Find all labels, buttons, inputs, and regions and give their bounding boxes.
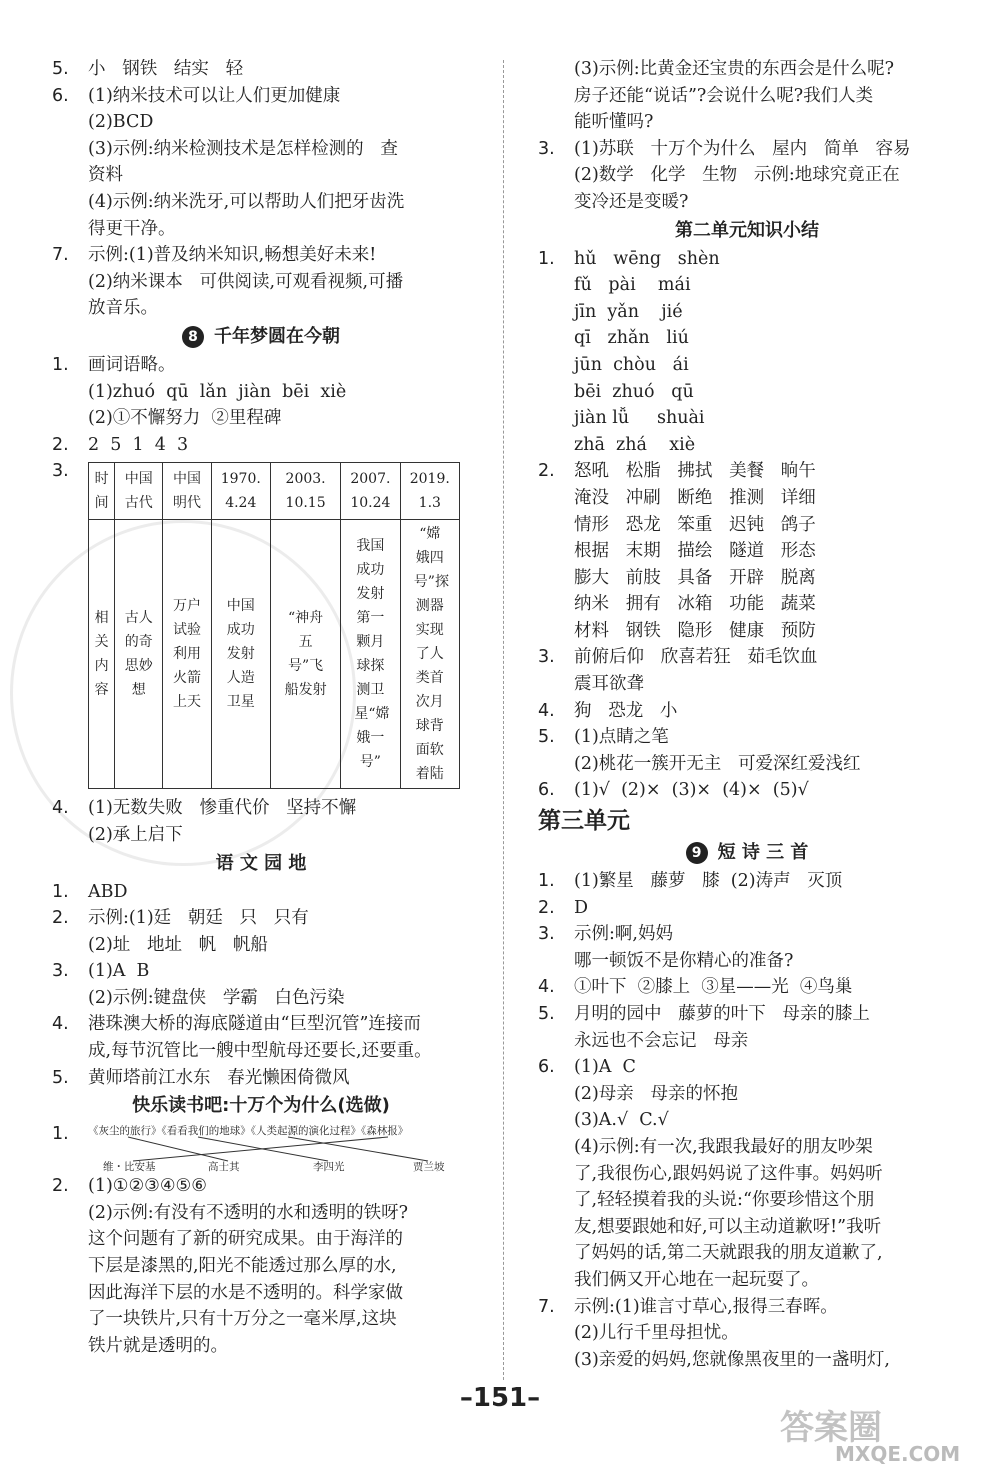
answer-line: 5. 黄师塔前江水东 春光懒困倚微风 bbox=[52, 1067, 350, 1088]
yuwen-yuandi-heading: 语 文 园 地 bbox=[215, 852, 307, 874]
answer-line: 7. 示例:(1)谁言寸草心,报得三春晖。 bbox=[538, 1296, 838, 1317]
answer-line: zhā zhá xiè bbox=[574, 434, 696, 455]
answer-line: 5. 小 钢铁 结实 轻 bbox=[52, 59, 244, 79]
answer-line: (2)BCD bbox=[88, 112, 154, 133]
answer-line: (2)承上启下 bbox=[88, 824, 183, 845]
answer-line: 了,我很伤心,跟妈妈说了这件事。妈妈听 bbox=[574, 1163, 883, 1184]
timeline-header-cell: 中国明代 bbox=[163, 463, 211, 520]
unit-2-summary-heading: 第二单元知识小结 bbox=[675, 219, 819, 241]
answer-line: (3)A.√ C.√ bbox=[574, 1110, 669, 1131]
unit-2-summary-answers bbox=[538, 246, 956, 804]
reading-answers bbox=[52, 1173, 470, 1359]
timeline-content-cell: 我国成功发射第一颗月球探测卫星“嫦娥一号” bbox=[341, 520, 400, 789]
answer-line: 2. 示例:(1)廷 朝廷 只 只有 bbox=[52, 908, 309, 929]
answer-line: (2)①不懈努力 ②里程碑 bbox=[88, 408, 282, 429]
answer-line: 纳米 拥有 冰箱 功能 蔬菜 bbox=[574, 594, 816, 615]
answer-line: qī zhǎn liú bbox=[574, 328, 689, 349]
right-column bbox=[538, 56, 956, 1373]
answer-line: 2. 2 5 1 4 3 bbox=[52, 434, 189, 455]
answer-line: 3. 前俯后仰 欣喜若狂 茹毛饮血 bbox=[538, 647, 818, 668]
author-label: 维・比安基 bbox=[103, 1161, 156, 1174]
answer-line: 1. hǔ wēng shèn bbox=[538, 248, 720, 269]
answer-line: 3. (1)A B bbox=[52, 961, 150, 982]
answer-line: 1. (1)繁星 藤萝 膝 (2)涛声 灭顶 bbox=[538, 871, 843, 892]
answer-line: 2. 怒吼 松脂 拂拭 美餐 晌午 bbox=[538, 461, 816, 482]
lesson-9-answers bbox=[538, 868, 956, 1373]
timeline-content-row bbox=[89, 520, 460, 789]
author-label: 高士其 bbox=[208, 1161, 240, 1174]
timeline-header-cell: 2003. 10.15 bbox=[270, 463, 340, 520]
timeline-table bbox=[88, 462, 460, 789]
answer-line: (3)示例:比黄金还宝贵的东西会是什么呢? bbox=[574, 59, 895, 79]
book-author-matching bbox=[88, 1123, 468, 1173]
timeline-content-cell: “嫦娥四号”探测器实现了人类首次月球背面软着陆 bbox=[400, 520, 459, 789]
answer-line: (4)示例:纳米洗牙,可以帮助人们把牙齿洗 bbox=[88, 191, 405, 212]
answer-line: 了一块铁片,只有十万分之一毫米厚,这块 bbox=[88, 1309, 397, 1330]
answer-line: 了妈妈的话,第二天就跟我的朋友道歉了, bbox=[574, 1243, 883, 1264]
answer-line: 2. D bbox=[538, 897, 589, 918]
answer-line: 我们俩又开心地在一起玩耍了。 bbox=[574, 1269, 819, 1290]
lesson-8-more-answers bbox=[52, 795, 470, 848]
book-titles: 《灰尘的旅行》《看看我们的地球》《人类起源的演化过程》《森林报》 bbox=[88, 1125, 409, 1138]
timeline-header-cell: 时间 bbox=[89, 463, 115, 520]
answer-line: (2)纳米课本 可供阅读,可观看视频,可播 bbox=[88, 271, 404, 292]
left-top-answers bbox=[52, 56, 470, 322]
watermark-site: MXQE.COM bbox=[835, 1442, 961, 1466]
timeline-content-cell: “神舟五号”飞船发射 bbox=[270, 520, 340, 789]
yuwen-yuandi-answers bbox=[52, 879, 470, 1092]
answer-line: 3. (1)苏联 十万个为什么 屋内 简单 容易 bbox=[538, 138, 911, 159]
answer-line: 这个问题有了新的研究成果。由于海洋的 bbox=[88, 1229, 403, 1250]
lesson-8-heading: 8 千年梦圆在今朝 bbox=[52, 322, 470, 352]
answer-line: 5. 月明的园中 藤萝的叶下 母亲的膝上 bbox=[538, 1004, 870, 1024]
reading-heading: 快乐读书吧:十万个为什么(选做) bbox=[132, 1095, 390, 1117]
answer-line: (2)数学 化学 生物 示例:地球究竟正在 bbox=[574, 165, 900, 186]
answer-line: 能听懂吗? bbox=[574, 112, 654, 133]
answer-line: 淹没 冲刷 断绝 推测 详细 bbox=[574, 487, 816, 508]
timeline-content-cell: 中国成功发射人造卫星 bbox=[211, 520, 270, 789]
author-label: 贾兰坡 bbox=[413, 1161, 445, 1174]
answer-line: 4. 狗 恐龙 小 bbox=[538, 700, 678, 721]
answer-line: 成,每节沉管比一艘中型航母还要长,还要重。 bbox=[88, 1041, 432, 1062]
watermark-logo: 答案圈 bbox=[780, 1408, 882, 1448]
lesson-number-badge: 9 bbox=[686, 842, 708, 864]
answer-line: 下层是漆黑的,阳光不能透过那么厚的水, bbox=[88, 1256, 397, 1277]
answer-line: jīn yǎn jié bbox=[574, 301, 683, 322]
answer-line: 4. ①叶下 ②膝上 ③星——光 ④鸟巢 bbox=[538, 977, 853, 998]
answer-line: jiàn lǚ shuài bbox=[574, 408, 705, 429]
answer-line: 哪一顿饭不是你精心的准备? bbox=[574, 950, 794, 971]
answer-line: 房子还能“说话”?会说什么呢?我们人类 bbox=[574, 85, 874, 106]
answer-line: 得更干净。 bbox=[88, 218, 176, 239]
answer-line: bēi zhuó qū bbox=[574, 381, 694, 402]
answer-line: (2)示例:有没有不透明的水和透明的铁呀? bbox=[88, 1202, 409, 1223]
timeline-header-cell: 1970. 4.24 bbox=[211, 463, 270, 520]
page-number: –151– bbox=[459, 1383, 541, 1413]
answer-line: 6. (1)√ (2)× (3)× (4)× (5)√ bbox=[538, 780, 809, 801]
timeline-header-cell: 2007. 10.24 bbox=[341, 463, 400, 520]
answer-line: 放音乐。 bbox=[88, 298, 158, 319]
answer-line: 资料 bbox=[88, 165, 123, 186]
answer-line: (4)示例:有一次,我跟我最好的朋友吵架 bbox=[574, 1136, 873, 1157]
answer-line: 1. 画词语略。 bbox=[52, 354, 176, 375]
right-top-answers bbox=[538, 56, 956, 216]
answer-line: 情形 恐龙 笨重 迟钝 鸽子 bbox=[574, 514, 816, 535]
answer-line: 2. (1)①②③④⑤⑥ bbox=[52, 1176, 207, 1197]
answer-line: jūn chòu ái bbox=[574, 354, 689, 375]
answer-line: 6. (1)A C bbox=[538, 1057, 636, 1078]
lesson-8-answers: 1. 画词语略。 (1)zhuó qū lǎn jiàn bēi xiè (2)①不懈努力 ②里程碑 2. 2 5 1 4 3 3. bbox=[52, 352, 470, 458]
timeline-header-cell: 2019. 1.3 bbox=[400, 463, 459, 520]
answer-line: (1)zhuó qū lǎn jiàn bēi xiè bbox=[88, 381, 347, 402]
timeline-content-cell: 古人的奇思妙想 bbox=[115, 520, 163, 789]
timeline-content-cell: 万户试验利用火箭上天 bbox=[163, 520, 211, 789]
answer-line: (2)母亲 母亲的怀抱 bbox=[574, 1083, 738, 1104]
unit-3-heading: 第三单元 bbox=[538, 808, 630, 835]
answer-line: 材料 钢铁 隐形 健康 预防 bbox=[574, 620, 816, 641]
left-column: 5. 小 钢铁 结实 轻 6. (1)纳米技术可以让人们更加健康 (2)BCD (3)示例:纳米检测技术是怎样检测的 查 资料 (4)示例:纳米洗牙,可以帮助人们把牙齿洗 得更干净。 7. 示例:(1)普及纳米知识,畅想美好未来! (2)纳米课本 可供阅读,可观看视频,可播 放音乐。 8 千年梦圆在今朝 1. 画词语略。 (1)zhuó qū lǎn jiàn bēi xiè (2)①不懈努力 ②里程碑 2. 2 5 1 4 3 3. 时间 中国古代 中国明代 1970. 4.24 2003. 10.15 2007. 10.24 2019. 1.3 相关内容 古人的奇思妙想 万户试验利用火箭上天 中国成功发射人造卫星 “神舟五号”飞船发射 我国成功发射第一颗月球探测卫星“嫦娥一号” “嫦娥四号”探测器实现了人类首次月球背面软着陆 4. (1)无数失败 惨重代价 坚持不懈 (2)承上启下 语 文 园 地 1. ABD 2. 示例:(1)廷 朝廷 只 只有 (2)址 地址 帆 帆船 3. (1)A B (2)示例:键盘侠 学霸 白色污染 4. 港珠澳大桥的海底隧道由“巨型沉管”连接而 成,每节沉管比一艘中型航母还要长,还要重。 5. 黄师塔前江水东 春光懒困倚微风 快乐读书吧:十万个为什么(选做) 1. 《灰尘的旅行》《看看我们的地球》《人类起源的演化过程》《森林报》 维・比安基 高士其 李四光 贾兰坡 2. (1)①②③④⑤⑥ (2)示例:有没有不透明的水和透明的铁呀? 这个问题有了新的研究成果。由于海洋的 下层是漆黑的,阳光不能透过那么厚的水, 因此海洋下层的水是不透明的。科学家做 了一块铁片,只有十万分之一毫米厚,这块 铁片就是透明的。 bbox=[52, 56, 470, 1359]
answer-line: 3. 示例:啊,妈妈 bbox=[538, 924, 673, 945]
answer-line: (2)桃花一簇开无主 可爱深红爱浅红 bbox=[574, 753, 861, 774]
answer-line: 了,轻轻摸着我的头说:“你要珍惜这个朋 bbox=[574, 1190, 875, 1211]
answer-line: 6. (1)纳米技术可以让人们更加健康 bbox=[52, 85, 341, 106]
answer-line: 震耳欲聋 bbox=[574, 674, 644, 695]
answer-line: 因此海洋下层的水是不透明的。科学家做 bbox=[88, 1282, 403, 1303]
answer-line: 膨大 前肢 具备 开辟 脱离 bbox=[574, 567, 816, 588]
answer-line: 根据 末期 描绘 隧道 形态 bbox=[574, 541, 816, 562]
timeline-header-row bbox=[89, 463, 460, 520]
answer-line: (3)示例:纳米检测技术是怎样检测的 查 bbox=[88, 138, 398, 159]
author-label: 李四光 bbox=[313, 1161, 345, 1174]
answer-line: (2)儿行千里母担忧。 bbox=[574, 1323, 739, 1344]
answer-line: (3)亲爱的妈妈,您就像黑夜里的一盏明灯, bbox=[574, 1349, 890, 1370]
answer-line: 友,想要跟她和好,可以主动道歉呀!”我听 bbox=[574, 1216, 882, 1237]
answer-line: 1. ABD bbox=[52, 881, 128, 902]
answer-line: fǔ pài mái bbox=[574, 275, 691, 296]
lesson-number-badge: 8 bbox=[182, 326, 204, 348]
lesson-9-heading: 9 短 诗 三 首 bbox=[538, 838, 956, 868]
answer-line: 7. 示例:(1)普及纳米知识,畅想美好未来! bbox=[52, 245, 377, 266]
answer-line: (2)示例:键盘侠 学霸 白色污染 bbox=[88, 987, 345, 1008]
column-divider bbox=[503, 60, 504, 1380]
answer-line: 4. 港珠澳大桥的海底隧道由“巨型沉管”连接而 bbox=[52, 1014, 421, 1035]
answer-line: 永远也不会忘记 母亲 bbox=[574, 1030, 749, 1051]
answer-line: 铁片就是透明的。 bbox=[88, 1335, 228, 1356]
answer-line: 变冷还是变暖? bbox=[574, 191, 689, 212]
answer-line: 5. (1)点睛之笔 bbox=[538, 727, 669, 748]
answer-line: (2)址 地址 帆 帆船 bbox=[88, 934, 268, 955]
timeline-content-cell: 相关内容 bbox=[89, 520, 115, 789]
answer-line: 4. (1)无数失败 惨重代价 坚持不懈 bbox=[52, 798, 357, 819]
timeline-header-cell: 中国古代 bbox=[115, 463, 163, 520]
